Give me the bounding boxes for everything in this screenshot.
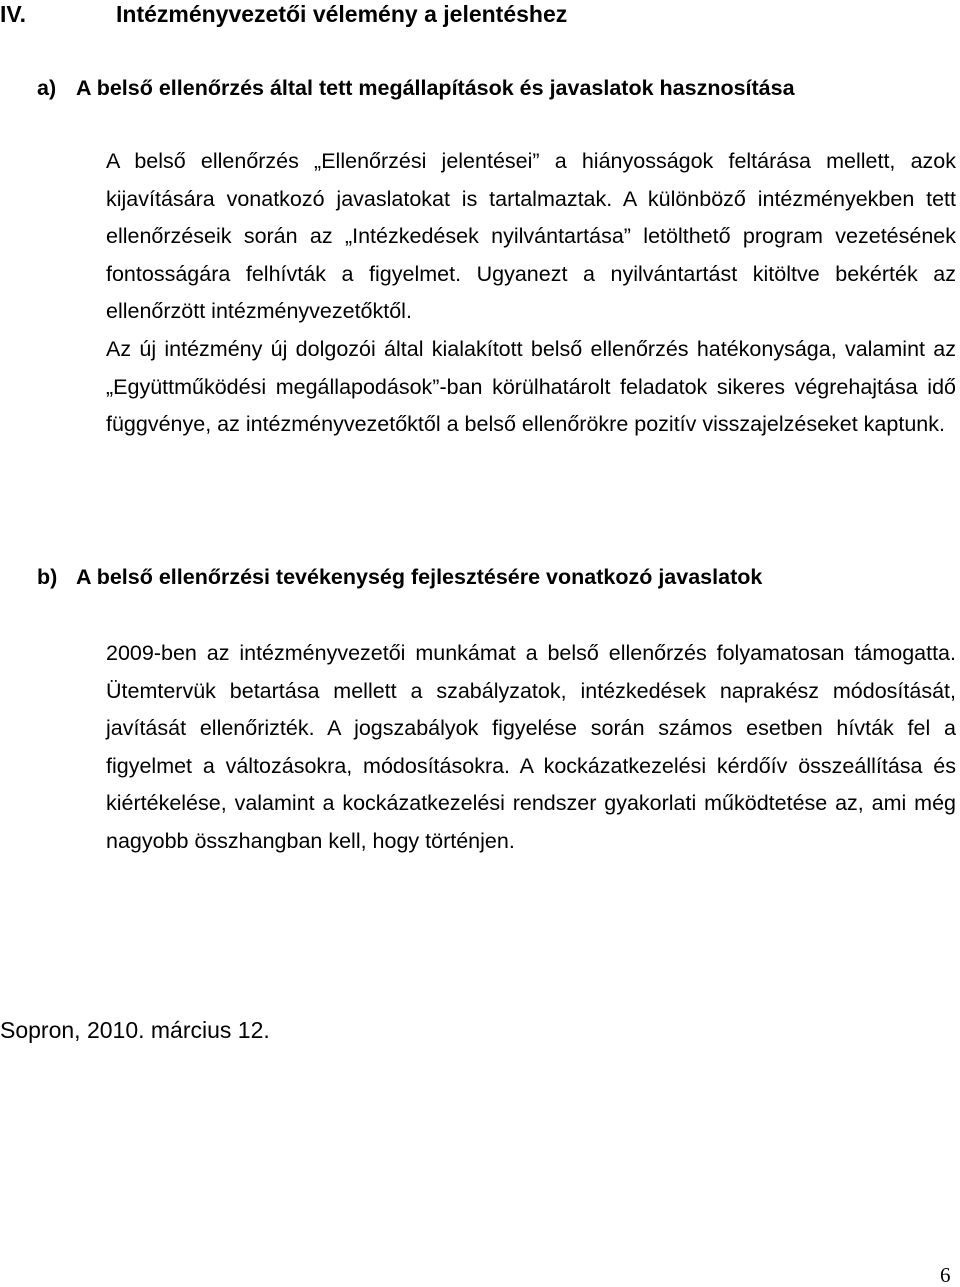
subsection-b-title: A belső ellenőrzési tevékenység fejlesztésére vonatkozó javaslatok — [76, 565, 763, 589]
paragraph: 2009-ben az intézményvezetői munkámat a belső ellenőrzés folyamatosan támogatta. Ütemtervük betartása mellett a szabályzatok, intézkedések naprakész módosítását, javítását ellenőrizték. A jogszabályok figyelése során számos esetben hívták fel a figyelmet a változásokra, módosításokra. A kockázatkezelési kérdőív összeállítása és kiértékelése, valamint a kockázatkezelési rendszer gyakorlati működtetése az, ami még nagyobb összhangban kell, hogy történjen. — [106, 641, 956, 853]
subsection-a-label: a) — [37, 76, 57, 100]
subsection-a-body — [106, 143, 956, 444]
section-title: Intézményvezetői vélemény a jelentéshez — [116, 1, 568, 27]
place-and-date: Sopron, 2010. március 12. — [0, 1017, 270, 1043]
subsection-b-heading — [37, 563, 762, 591]
page-number: 6 — [940, 1263, 951, 1287]
section-number: IV. — [0, 1, 27, 27]
section-heading — [0, 0, 567, 28]
subsection-a-heading — [37, 74, 795, 102]
paragraph: Az új intézmény új dolgozói által kialakított belső ellenőrzés hatékonysága, valamint az „Együttműködési megállapodások”-ban körülhatárolt feladatok sikeres végrehajtása idő függvénye, az intézményvezetőktől a belső ellenőrökre pozitív visszajelzéseket kaptunk. — [106, 336, 956, 437]
subsection-b-label: b) — [37, 565, 58, 589]
paragraph: A belső ellenőrzés „Ellenőrzési jelentései” a hiányosságok feltárása mellett, azok kijavítására vonatkozó javaslatokat is tartalmaztak. A különböző intézményekben tett ellenőrzéseik során az „Intézkedések nyilvántartása” letölthető program vezetésének fontosságára felhívták a figyelmet. Ugyanezt a nyilvántartást kitöltve bekérték az ellenőrzött intézményvezetőktől. — [106, 149, 956, 324]
subsection-b-body — [106, 635, 956, 861]
subsection-a-title: A belső ellenőrzés által tett megállapítások és javaslatok hasznosítása — [76, 76, 795, 100]
